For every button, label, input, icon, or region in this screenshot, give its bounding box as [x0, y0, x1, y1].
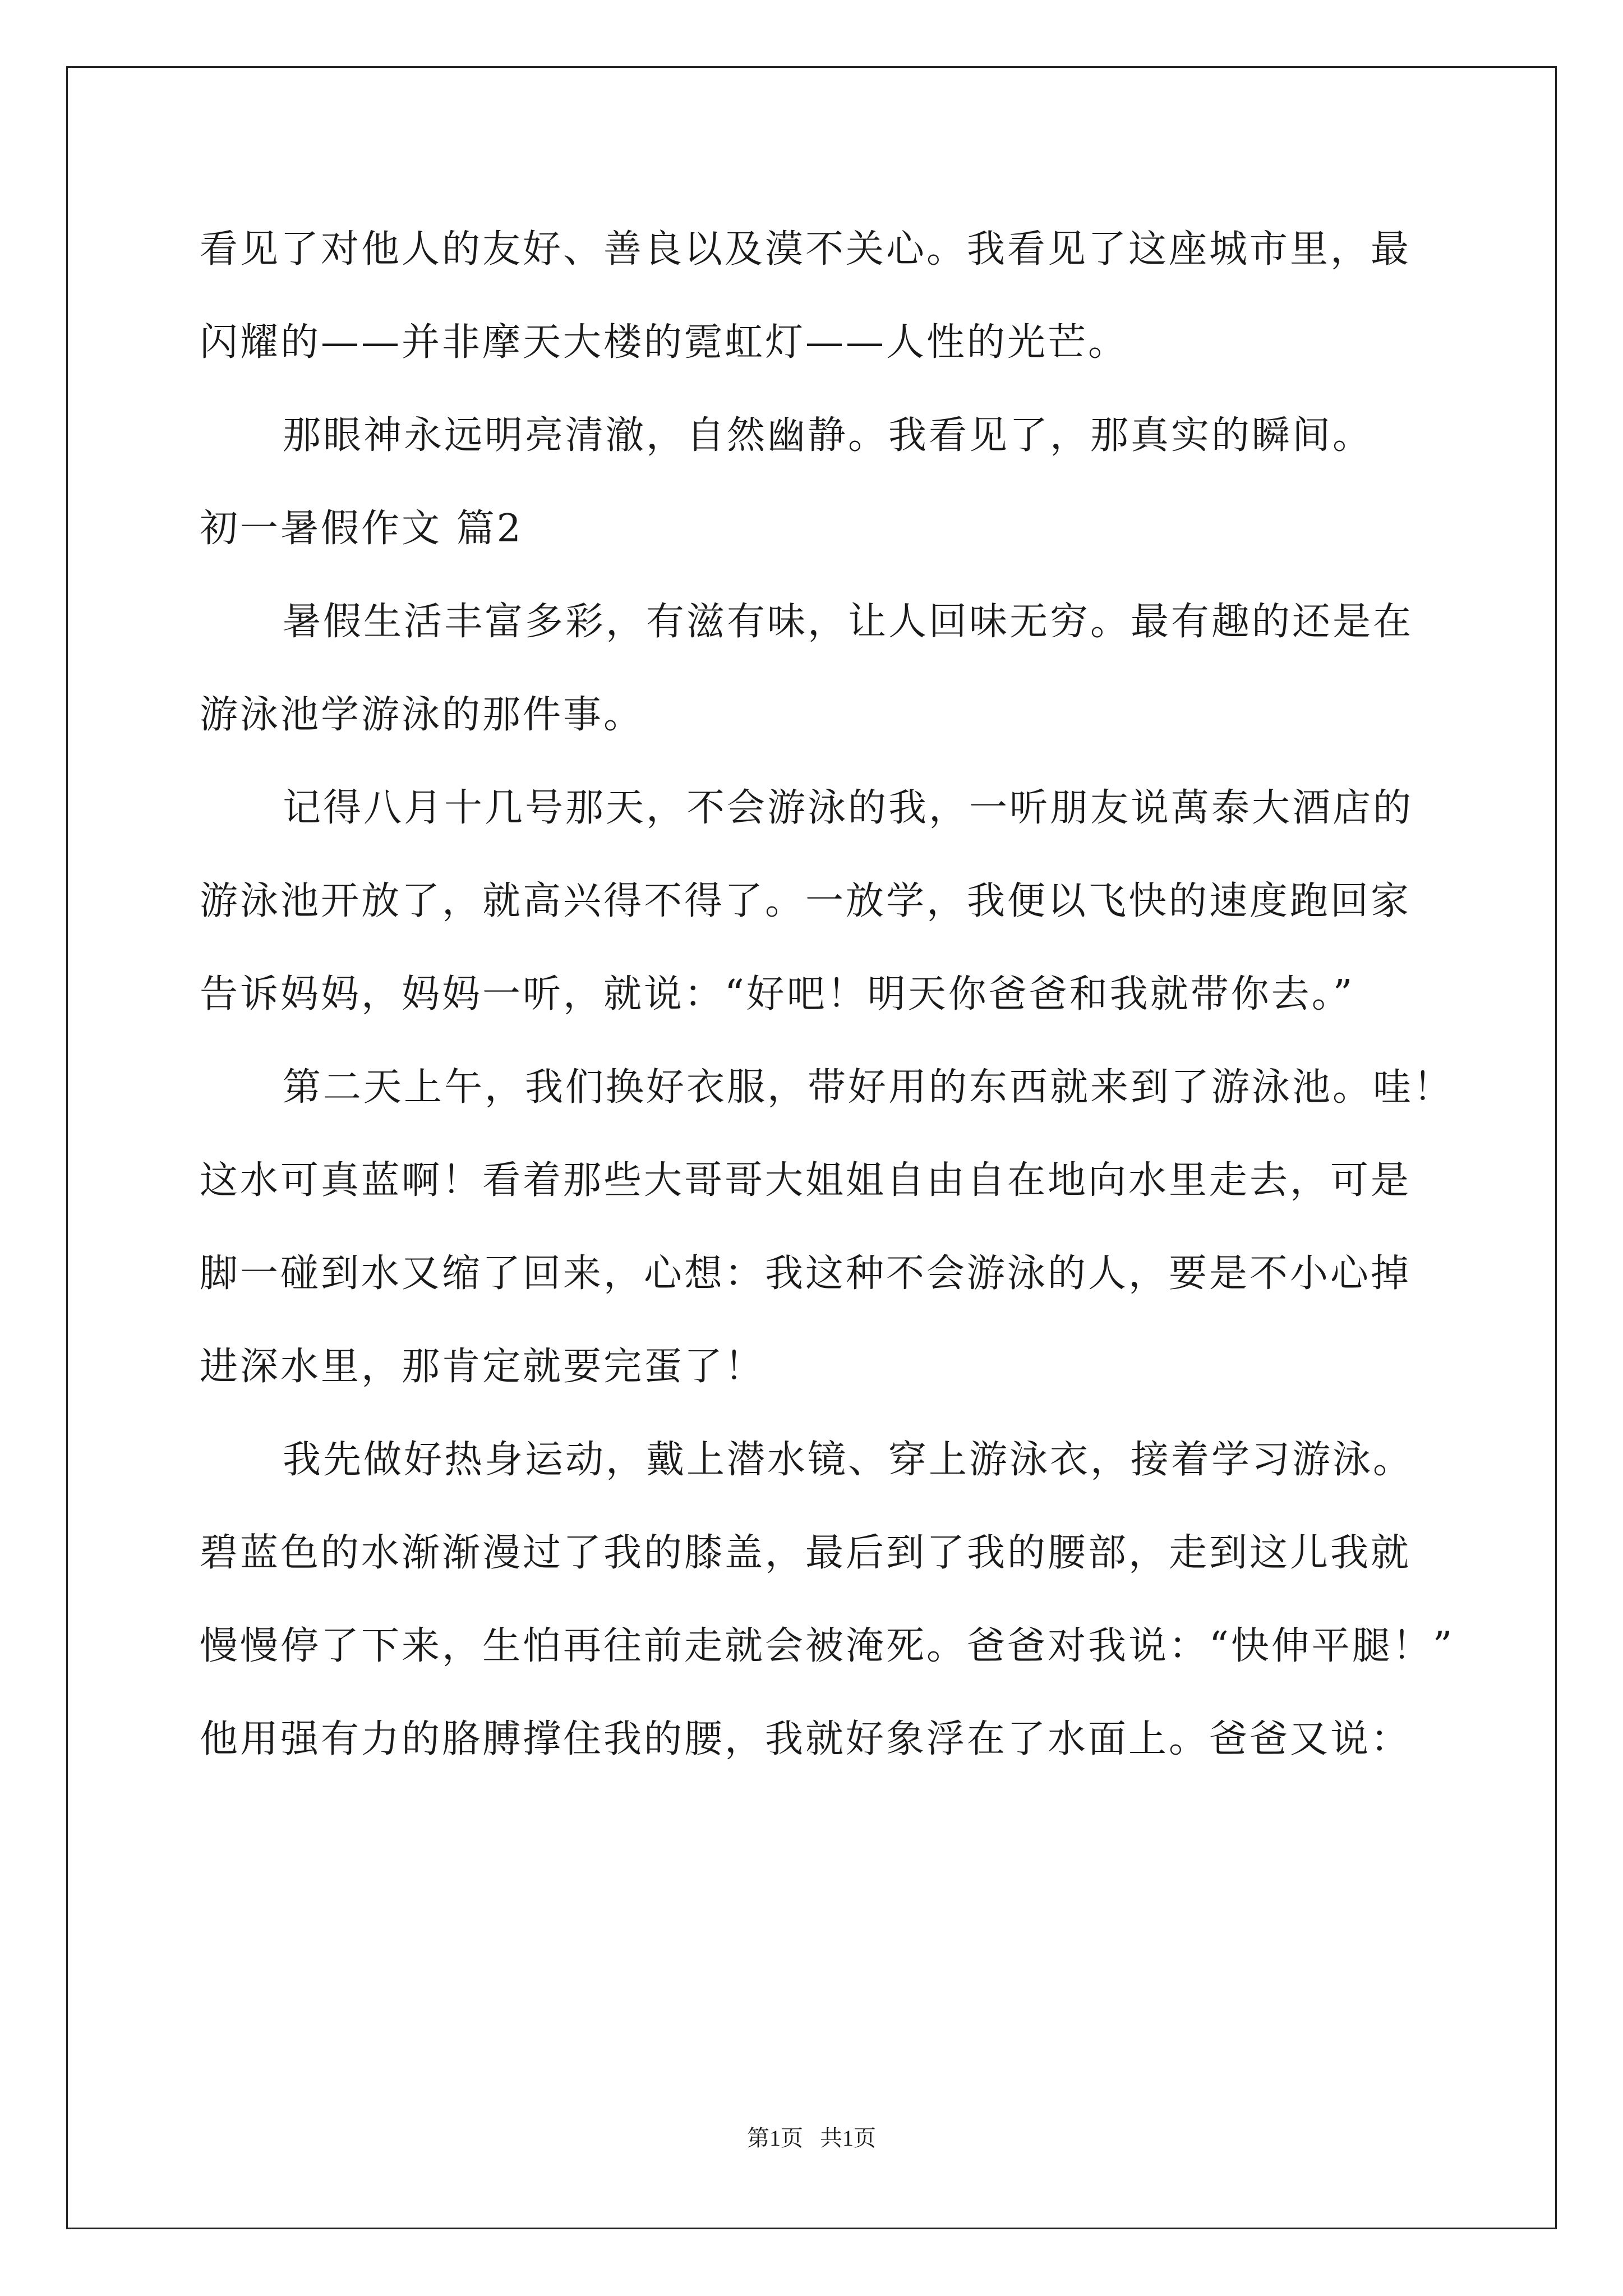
text-line: 进深水里，那肯定就要完蛋了！ — [200, 1345, 766, 1389]
text-line: 这水可真蓝啊！看着那些大哥哥大姐姐自由自在地向水里走去，可是 — [200, 1158, 1412, 1203]
text-line: 闪耀的——并非摩天大楼的霓虹灯——人性的光芒。 — [200, 320, 1129, 365]
page-footer — [0, 2120, 1623, 2152]
text-line: 游泳池学游泳的那件事。 — [200, 693, 644, 737]
text-line: 记得八月十几号那天，不会游泳的我，一听朋友说萬泰大酒店的 — [283, 786, 1414, 830]
text-line: 告诉妈妈，妈妈一听，就说：“好吧！明天你爸爸和我就带你去。” — [200, 972, 1355, 1016]
text-line: 游泳池开放了，就高兴得不得了。一放学，我便以飞快的速度跑回家 — [200, 879, 1412, 923]
text-line: 我先做好热身运动，戴上潜水镜、穿上游泳衣，接着学习游泳。 — [283, 1438, 1414, 1482]
page-number: 第1页 共1页 — [747, 2125, 876, 2151]
text-line: 暑假生活丰富多彩，有滋有味，让人回味无穷。最有趣的还是在 — [283, 600, 1414, 644]
text-line: 脚一碰到水又缩了回来，心想：我这种不会游泳的人，要是不小心掉 — [200, 1251, 1412, 1296]
text-line: 第二天上午，我们换好衣服，带好用的东西就来到了游泳池。哇！ — [283, 1065, 1454, 1110]
text-line: 他用强有力的胳膊撑住我的腰，我就好象浮在了水面上。爸爸又说： — [200, 1717, 1412, 1761]
text-line: 那眼神永远明亮清澈，自然幽静。我看见了，那真实的瞬间。 — [283, 413, 1373, 458]
text-line: 碧蓝色的水渐渐漫过了我的膝盖，最后到了我的腰部，走到这儿我就 — [200, 1531, 1412, 1575]
document-body — [200, 219, 1455, 1802]
text-line: 看见了对他人的友好、善良以及漠不关心。我看见了这座城市里，最 — [200, 227, 1412, 272]
section-heading: 初一暑假作文 篇2 — [200, 507, 523, 551]
text-line: 慢慢停了下来，生怕再往前走就会被淹死。爸爸对我说：“快伸平腿！” — [200, 1624, 1455, 1668]
